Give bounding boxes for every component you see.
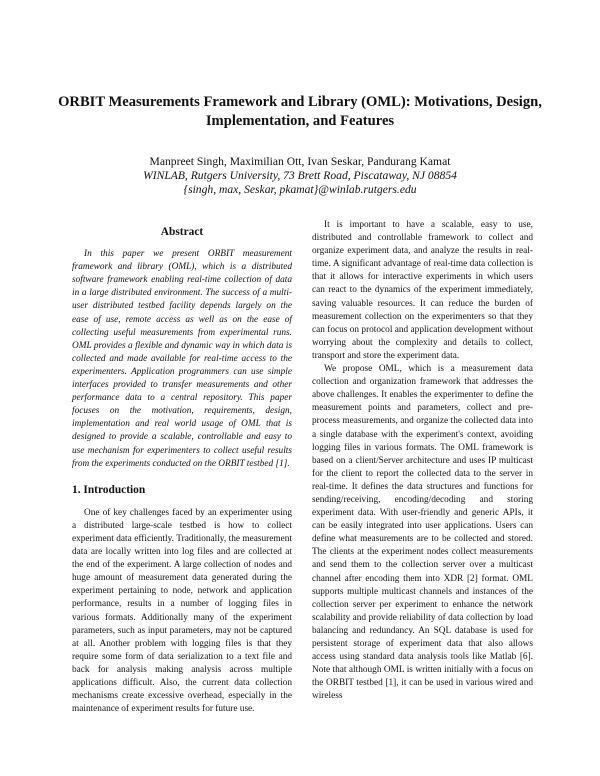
left-column: [72, 226, 292, 716]
abstract-heading: Abstract: [160, 226, 204, 238]
right-column: [312, 219, 533, 703]
author-affiliation: WINLAB, Rutgers University, 73 Brett Road, Piscataway, NJ 08854: [143, 169, 457, 182]
author-block: [60, 155, 540, 197]
abstract-text: In this paper we present ORBIT measurement framework and library (OML), which is a distributed software framework enabling real-time collection of data in a large distributed environment. The success of a multi-user distributed testbed facility depends largely on the ease of use, remote access as well as on the ease of collecting useful measurements from experimental runs. OML provides a flexible and dynamic way in which data is collected and made available for real-time access to the experimenters. Application programmers can use simple interfaces provided to transfer measurements and other performance data to a central repository. This paper focuses on the motivation, requirements, design, implementation and real world usage of OML that is designed to provide a scalable, controllable and easy to use mechanism for experimenters to collect useful results from the experiments conducted on the ORBIT testbed [1].: [72, 249, 292, 469]
section-heading-introduction: 1. Introduction: [72, 483, 146, 496]
author-names: Manpreet Singh, Maximilian Ott, Ivan Seskar, Pandurang Kamat: [149, 155, 451, 168]
intro-paragraph-3: We propose OML, which is a measurement data collection and organization framework that addresses the above challenges. It enables the experimenter to define the measurement points and parameters, collect and pre-process measurements, and organize the collected data into a single database with the experiment's context, avoiding logging files in various formats. The OML framework is based on a client/Server architecture and uses IP multicast for the client to report the collected data to the server in real-time. It defines the data structures and functions for sending/receiving, encoding/decoding and storing experiment data. With user-friendly and generic APIs, it can be easily integrated into user applications. Users can define what measurements are to be collected and stored. The clients at the experiment nodes collect measurements and send them to the collection server over a multicast channel after encoding them into XDR [2] format. OML supports multiple multicast channels and instances of the collection server per experiment to enhance the network scalability and provide reliability of data collection by load balancing and redundancy. An SQL database is used for persistent storage of experiment data that also allows access using standard data analysis tools like Matlab [6]. Note that although OML is written initially with a focus on the ORBIT testbed [1], it can be used in various wired and wireless: [312, 364, 533, 702]
intro-paragraph-1: One of key challenges faced by an experimenter using a distributed large-scale testbed is how to collect experiment data efficiently. Traditionally, the measurement data are locally written into log files and are collected at the end of the experiment. A large collection of nodes and huge amount of measurement data generated during the experiment pertaining to node, network and application performance, results in a number of logging files in various formats. Additionally many of the experiment parameters, such as input parameters, may not be captured at all. Another problem with logging files is that they require some form of data serialization to a text file and back for analysis making analysis across multiple applications difficult. Also, the current data collection mechanisms create excessive overhead, especially in the maintenance of experiment results for future use.: [72, 507, 292, 715]
author-emails: {singh, max, Seskar, pkamat}@winlab.rutgers.edu: [183, 183, 417, 196]
paper-title: ORBIT Measurements Framework and Library (OML): Motivations, Design, Implementation, and Features: [58, 94, 542, 129]
intro-paragraph-2: It is important to have a scalable, easy to use, distributed and controllable framework to collect and organize experiment data, and analyze the results in real-time. A significant advantage of real-time data collection is that it allows for interactive experiments in which users can react to the dynamics of the experiment immediately, saving valuable resources. It can reduce the burden of measurement collection on the experimenters so that they can focus on protocol and application development without worrying about the complexity and details to collect, transport and store the experiment data.: [312, 220, 533, 361]
